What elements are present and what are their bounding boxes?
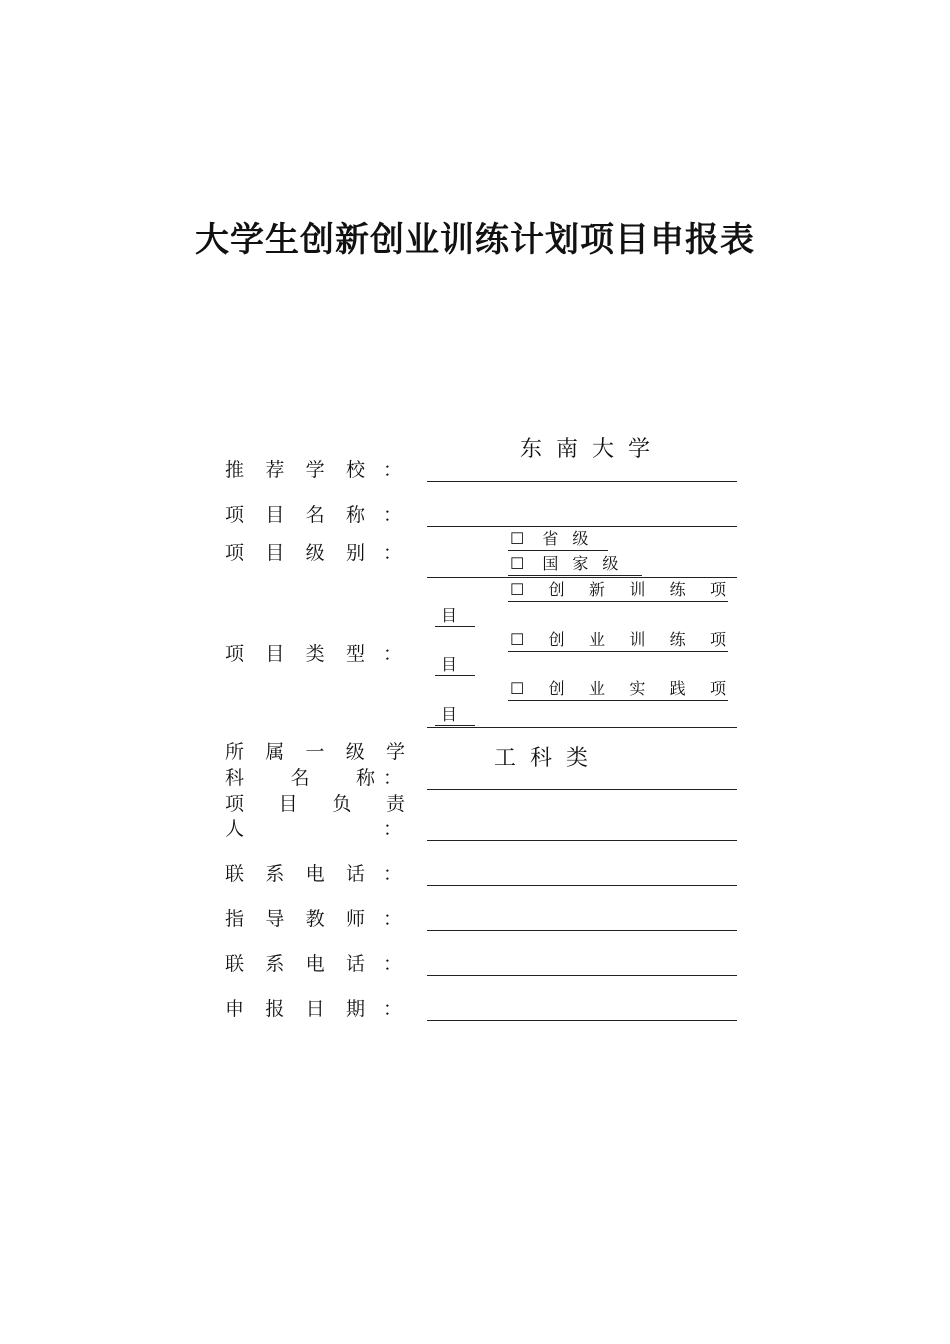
- label-char: 系: [265, 953, 285, 975]
- checkbox-icon: ☐: [510, 554, 525, 573]
- option-char: 练: [669, 630, 686, 649]
- label-char: 校: [345, 459, 365, 481]
- label-char: 国: [542, 554, 559, 573]
- option-char: 创: [548, 630, 565, 649]
- project-type-field: [427, 727, 737, 728]
- checkbox-icon: ☐: [510, 529, 525, 548]
- label-char: 联: [225, 863, 245, 885]
- project-level-colon: ：: [383, 542, 403, 564]
- label-char: 省: [542, 529, 559, 548]
- type-option-innovation[interactable]: [508, 580, 728, 602]
- level-option-label: [542, 554, 632, 573]
- label-char: 属: [265, 741, 285, 763]
- label-char: 称: [345, 504, 365, 526]
- label-char: 目: [265, 504, 285, 526]
- type-option-innovation-wrap: 目: [435, 606, 475, 627]
- label-char: 级: [305, 542, 325, 564]
- project-type-label: [225, 642, 365, 666]
- label-char: 学: [385, 741, 405, 763]
- type-option-entrepreneurship-training[interactable]: [508, 630, 728, 652]
- advisor-phone-label: [225, 952, 365, 976]
- date-colon: ：: [383, 998, 403, 1020]
- option-char: 项: [709, 630, 726, 649]
- label-char: 科: [225, 767, 245, 789]
- school-field[interactable]: [427, 481, 737, 482]
- level-option-provincial[interactable]: [508, 529, 608, 551]
- option-char: 练: [669, 580, 686, 599]
- label-char: 项: [225, 643, 245, 665]
- option-char: 训: [629, 580, 646, 599]
- checkbox-icon: ☐: [510, 630, 525, 649]
- level-option-label: [542, 529, 602, 548]
- discipline-field[interactable]: [427, 789, 737, 790]
- option-char: 践: [669, 679, 686, 698]
- option-char: 新: [588, 580, 605, 599]
- label-char: 目: [278, 793, 298, 815]
- project-level-field: [427, 577, 737, 578]
- label-char: 人: [225, 818, 245, 840]
- label-char: 目: [265, 542, 285, 564]
- label-char: 学: [305, 459, 325, 481]
- level-option-national[interactable]: [508, 554, 642, 576]
- option-char: 项: [709, 580, 726, 599]
- label-char: 名: [305, 504, 325, 526]
- label-char: 日: [305, 998, 325, 1020]
- label-char: 教: [305, 908, 325, 930]
- label-char: 师: [345, 908, 365, 930]
- leader-phone-colon: ：: [383, 863, 403, 885]
- option-char: 实: [629, 679, 646, 698]
- label-char: 目: [265, 643, 285, 665]
- label-char: 责: [385, 793, 405, 815]
- advisor-phone-field[interactable]: [427, 975, 737, 976]
- discipline-value: 工科类: [494, 746, 603, 771]
- option-char: 业: [588, 679, 605, 698]
- discipline-colon: ：: [383, 767, 403, 789]
- label-char: 项: [225, 504, 245, 526]
- label-char: 负: [332, 793, 352, 815]
- advisor-label: [225, 907, 365, 931]
- label-char: 一: [305, 741, 325, 763]
- leader-colon: ：: [383, 818, 403, 840]
- label-char: 级: [572, 529, 589, 548]
- type-option-entrepreneurship-training-wrap: 目: [435, 655, 475, 676]
- project-type-colon: ：: [383, 643, 403, 665]
- leader-field[interactable]: [427, 840, 737, 841]
- label-char: 导: [265, 908, 285, 930]
- leader-label-line1: [225, 792, 405, 816]
- school-colon: ：: [383, 459, 403, 481]
- checkbox-icon: ☐: [510, 580, 525, 599]
- project-name-colon: ：: [383, 504, 403, 526]
- label-char: 系: [265, 863, 285, 885]
- label-char: 电: [305, 953, 325, 975]
- label-char: 电: [305, 863, 325, 885]
- leader-label-line2: [225, 817, 255, 841]
- label-char: 期: [345, 998, 365, 1020]
- label-char: 型: [345, 643, 365, 665]
- label-char: 所: [225, 741, 245, 763]
- label-char: 报: [265, 998, 285, 1020]
- label-char: 级: [602, 554, 619, 573]
- form-title: 大学生创新创业训练计划项目申报表: [195, 220, 755, 260]
- label-char: 家: [572, 554, 589, 573]
- leader-phone-field[interactable]: [427, 885, 737, 886]
- advisor-phone-colon: ：: [383, 953, 403, 975]
- discipline-label-line1: [225, 740, 405, 764]
- advisor-field[interactable]: [427, 930, 737, 931]
- label-char: 推: [225, 459, 245, 481]
- advisor-colon: ：: [383, 908, 403, 930]
- project-level-label: [225, 541, 365, 565]
- option-char: 创: [548, 580, 565, 599]
- project-name-field[interactable]: [427, 526, 737, 527]
- project-name-label: [225, 503, 365, 527]
- label-char: 荐: [265, 459, 285, 481]
- discipline-label-line2: [225, 766, 375, 790]
- option-char: 创: [548, 679, 565, 698]
- leader-phone-label: [225, 862, 365, 886]
- label-char: 称: [355, 767, 375, 789]
- label-char: 项: [225, 793, 245, 815]
- option-char: 业: [588, 630, 605, 649]
- label-char: 类: [305, 643, 325, 665]
- label-char: 话: [345, 953, 365, 975]
- school-label: [225, 458, 365, 482]
- type-option-entrepreneurship-practice[interactable]: [508, 679, 728, 701]
- label-char: 指: [225, 908, 245, 930]
- date-field[interactable]: [427, 1020, 737, 1021]
- label-char: 项: [225, 542, 245, 564]
- option-char: 项: [709, 679, 726, 698]
- option-char: 训: [629, 630, 646, 649]
- label-char: 别: [345, 542, 365, 564]
- label-char: 名: [290, 767, 310, 789]
- label-char: 话: [345, 863, 365, 885]
- label-char: 级: [345, 741, 365, 763]
- date-label: [225, 997, 365, 1021]
- checkbox-icon: ☐: [510, 679, 525, 698]
- school-value: 东南大学: [520, 437, 665, 462]
- type-option-entrepreneurship-practice-wrap: 目: [435, 705, 475, 726]
- label-char: 联: [225, 953, 245, 975]
- label-char: 申: [225, 998, 245, 1020]
